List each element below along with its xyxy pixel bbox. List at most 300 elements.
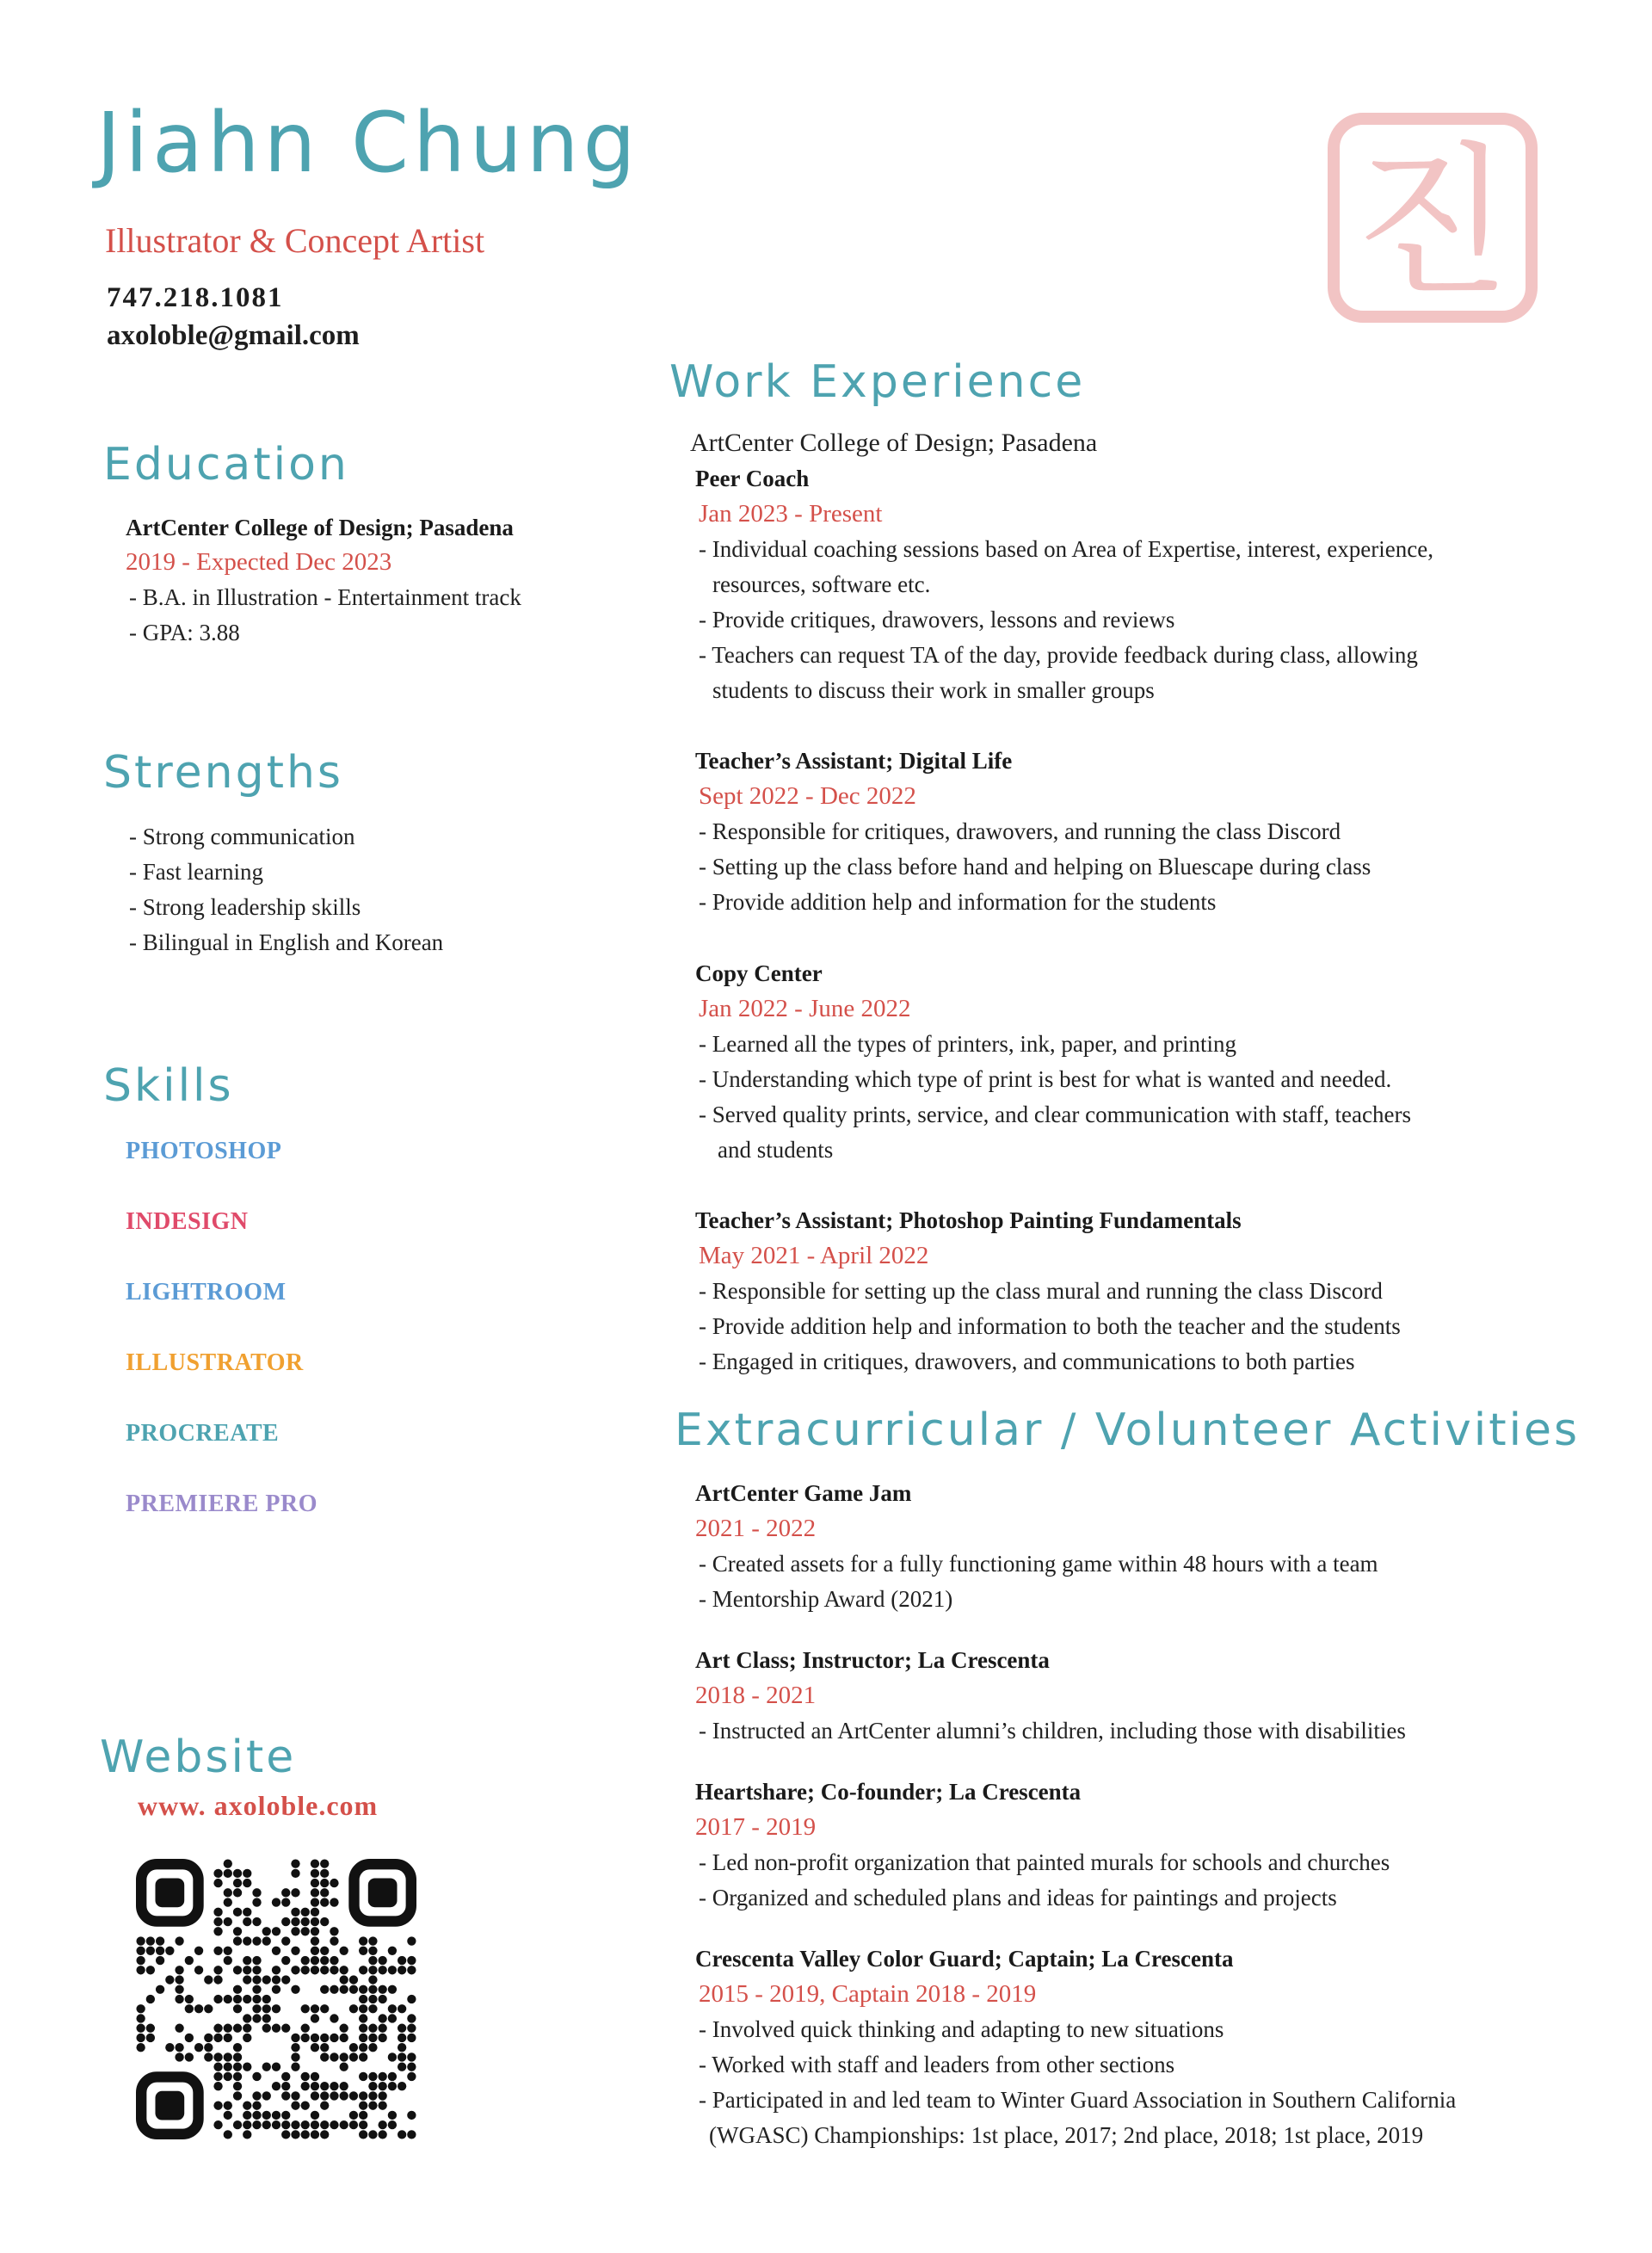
qr-module — [233, 2024, 242, 2033]
skill-photoshop: PHOTOSHOP — [126, 1138, 282, 1164]
qr-module — [407, 2052, 416, 2061]
qr-module — [368, 2004, 377, 2013]
qr-module — [243, 1908, 251, 1917]
qr-module — [388, 1985, 397, 1994]
qr-module — [252, 2101, 261, 2109]
qr-module — [243, 2063, 251, 2071]
qr-module — [320, 1879, 329, 1887]
qr-module — [262, 2004, 271, 2013]
qr-module — [281, 1888, 290, 1897]
qr-module — [291, 1966, 299, 1974]
qr-module — [165, 1947, 174, 1955]
qr-module — [136, 2043, 145, 2052]
qr-module — [224, 2024, 232, 2033]
qr-module — [301, 2082, 310, 2090]
qr-module — [213, 2063, 222, 2071]
qr-module — [281, 1898, 290, 1906]
qr-module — [204, 2052, 213, 2061]
qr-module — [359, 2004, 367, 2013]
qr-module — [398, 1956, 406, 1965]
qr-module — [320, 1956, 329, 1965]
qr-module — [252, 1936, 261, 1945]
work-experience-heading: Work Experience — [669, 356, 1086, 408]
qr-module — [311, 1917, 319, 1926]
qr-module — [224, 1956, 232, 1965]
qr-module — [243, 1917, 251, 1926]
qr-module — [311, 2034, 319, 2042]
qr-module — [243, 1975, 251, 1984]
activity-line: - Worked with staff and leaders from other sections — [699, 2052, 1175, 2077]
qr-module — [368, 1966, 377, 1974]
qr-module — [262, 2063, 271, 2071]
qr-module — [272, 1985, 280, 1994]
qr-module — [281, 1917, 290, 1926]
name-heading: Jiahn Chung — [96, 95, 640, 191]
qr-module — [388, 1966, 397, 1974]
qr-module — [175, 2052, 183, 2061]
qr-module — [311, 1879, 319, 1887]
qr-module — [175, 1985, 183, 1994]
qr-module — [146, 2024, 155, 2033]
qr-module — [252, 2091, 261, 2100]
qr-module — [349, 2091, 358, 2100]
qr-module — [156, 1936, 164, 1945]
qr-module — [224, 2130, 232, 2139]
qr-module — [398, 2034, 406, 2042]
qr-module — [378, 2082, 386, 2090]
qr-module — [233, 2091, 242, 2100]
qr-module — [175, 1995, 183, 2003]
qr-module — [359, 1947, 367, 1955]
qr-module — [136, 1956, 145, 1965]
qr-module — [330, 2120, 338, 2129]
job-line: and students — [718, 1137, 834, 1163]
qr-module — [407, 1995, 416, 2003]
qr-module — [340, 2120, 348, 2129]
qr-module — [407, 2024, 416, 2033]
qr-module — [243, 2101, 251, 2109]
qr-module — [368, 2082, 377, 2090]
job-line: - Provide critiques, drawovers, lessons and reviews — [699, 607, 1175, 633]
qr-module — [243, 2111, 251, 2120]
qr-module — [378, 2120, 386, 2129]
qr-module — [233, 1879, 242, 1887]
qr-module — [272, 2024, 280, 2033]
qr-module — [252, 1975, 261, 1984]
strength-item: - Fast learning — [129, 859, 263, 885]
qr-module — [146, 1995, 155, 2003]
qr-module — [233, 1869, 242, 1878]
qr-module — [165, 1975, 174, 1984]
qr-module — [311, 1947, 319, 1955]
qr-module — [320, 1917, 329, 1926]
strengths-heading: Strengths — [103, 747, 344, 799]
education-item: - GPA: 3.88 — [129, 620, 240, 645]
qr-module — [233, 2043, 242, 2052]
qr-module — [204, 1975, 213, 1984]
qr-module — [330, 1966, 338, 1974]
qr-module — [388, 2111, 397, 2120]
qr-module — [291, 2052, 299, 2061]
activity-title-heartshare: Heartshare; Co-founder; La Crescenta — [695, 1779, 1082, 1805]
qr-module — [252, 2072, 261, 2081]
qr-module — [378, 1956, 386, 1965]
qr-module — [378, 2024, 386, 2033]
qr-module — [378, 2101, 386, 2109]
qr-module — [320, 2004, 329, 2013]
qr-module — [407, 2072, 416, 2081]
qr-module — [330, 1956, 338, 1965]
qr-module — [136, 2004, 145, 2013]
qr-module — [243, 1936, 251, 1945]
qr-module — [311, 1859, 319, 1867]
qr-module — [368, 1995, 377, 2003]
qr-module — [388, 1947, 397, 1955]
qr-module — [320, 2101, 329, 2109]
qr-module — [359, 2043, 367, 2052]
qr-module — [359, 2130, 367, 2139]
qr-module — [281, 1956, 290, 1965]
qr-module — [311, 1927, 319, 1935]
qr-module — [330, 1936, 338, 1945]
qr-module — [320, 2091, 329, 2100]
qr-module — [262, 2024, 271, 2033]
qr-module — [378, 2072, 386, 2081]
qr-module — [252, 1898, 261, 1906]
activity-line: - Led non-profit organization that painted murals for schools and churches — [699, 1849, 1390, 1875]
job-dates: Sept 2022 - Dec 2022 — [699, 782, 916, 810]
qr-module — [213, 2072, 222, 2081]
qr-module — [281, 1936, 290, 1945]
qr-module — [398, 2004, 406, 2013]
qr-module — [243, 1956, 251, 1965]
qr-module — [136, 2014, 145, 2022]
qr-module — [311, 2014, 319, 2022]
qr-module — [340, 1947, 348, 1955]
qr-module — [233, 1927, 242, 1935]
qr-module — [301, 1908, 310, 1917]
qr-module — [194, 1966, 203, 1974]
qr-module — [252, 1995, 261, 2003]
qr-module — [243, 1966, 251, 1974]
qr-module — [311, 1888, 319, 1897]
qr-module — [340, 1966, 348, 1974]
qr-module — [243, 1869, 251, 1878]
qr-module — [311, 2091, 319, 2100]
qr-module — [281, 2111, 290, 2120]
qr-module — [330, 1985, 338, 1994]
qr-module — [224, 1995, 232, 2003]
qr-module — [272, 2111, 280, 2120]
qr-module — [194, 2004, 203, 2013]
qr-module — [378, 1995, 386, 2003]
strength-item: - Strong communication — [129, 824, 355, 849]
qr-module — [359, 2111, 367, 2120]
qr-module — [224, 1888, 232, 1897]
qr-module — [320, 2120, 329, 2129]
activity-line: - Created assets for a fully functioning game within 48 hours with a team — [699, 1551, 1378, 1577]
qr-module — [368, 2024, 377, 2033]
qr-module — [359, 2072, 367, 2081]
qr-module — [146, 1966, 155, 1974]
job-line: - Setting up the class before hand and helping on Bluescape during class — [699, 854, 1372, 880]
job-title-peer-coach: Peer Coach — [695, 466, 810, 491]
job-line: - Served quality prints, service, and clear communication with staff, teachers — [699, 1102, 1411, 1127]
qr-module — [301, 2120, 310, 2129]
qr-module — [281, 2091, 290, 2100]
activity-line: - Participated in and led team to Winter Guard Association in Southern California — [699, 2087, 1457, 2113]
qr-module — [368, 1975, 377, 1984]
qr-module — [213, 1908, 222, 1917]
qr-module — [349, 2111, 358, 2120]
qr-module — [311, 1956, 319, 1965]
education-school: ArtCenter College of Design; Pasadena — [126, 515, 514, 540]
qr-module — [281, 1975, 290, 1984]
qr-module — [340, 2034, 348, 2042]
qr-module — [272, 1975, 280, 1984]
qr-module — [224, 1898, 232, 1906]
qr-module — [175, 2024, 183, 2033]
qr-module — [136, 2024, 145, 2033]
qr-module — [291, 2101, 299, 2109]
qr-module — [368, 1985, 377, 1994]
qr-module — [301, 2004, 310, 2013]
qr-module — [272, 1898, 280, 1906]
qr-module — [349, 2052, 358, 2061]
qr-module — [330, 2014, 338, 2022]
qr-module — [213, 1917, 222, 1926]
qr-module — [320, 1985, 329, 1994]
qr-module — [146, 1947, 155, 1955]
qr-module — [291, 2034, 299, 2042]
qr-module — [252, 1888, 261, 1897]
qr-module — [359, 1936, 367, 1945]
qr-module — [330, 1927, 338, 1935]
qr-module — [213, 1966, 222, 1974]
qr-module — [136, 2034, 145, 2042]
qr-module — [291, 2091, 299, 2100]
qr-module — [175, 1966, 183, 1974]
qr-module — [301, 2130, 310, 2139]
qr-module — [349, 1975, 358, 1984]
qr-module — [311, 1908, 319, 1917]
qr-module — [398, 2052, 406, 2061]
qr-module — [311, 2111, 319, 2120]
qr-module — [320, 2082, 329, 2090]
qr-module — [185, 2052, 194, 2061]
job-dates: Jan 2022 - June 2022 — [699, 995, 911, 1022]
qr-module — [243, 1879, 251, 1887]
qr-module — [272, 1927, 280, 1935]
activity-line: - Instructed an ArtCenter alumni’s children, including those with disabilities — [699, 1718, 1406, 1744]
qr-module — [213, 2034, 222, 2042]
job-line: - Learned all the types of printers, ink, paper, and printing — [699, 1031, 1236, 1057]
qr-module — [213, 2101, 222, 2109]
qr-module — [185, 2034, 194, 2042]
website-qr-code[interactable] — [136, 1859, 416, 2139]
qr-module — [368, 1947, 377, 1955]
qr-module — [349, 2004, 358, 2013]
qr-module — [243, 2024, 251, 2033]
job-line: students to discuss their work in smaller groups — [712, 677, 1155, 703]
qr-module — [213, 1927, 222, 1935]
qr-module — [388, 2072, 397, 2081]
qr-module — [407, 1956, 416, 1965]
qr-module — [146, 2034, 155, 2042]
qr-module — [224, 2072, 232, 2081]
qr-module — [320, 2052, 329, 2061]
qr-module — [330, 2091, 338, 2100]
qr-module — [301, 2072, 310, 2081]
qr-module — [252, 1985, 261, 1994]
qr-module — [311, 1869, 319, 1878]
qr-module — [272, 2082, 280, 2090]
qr-module — [349, 2120, 358, 2129]
qr-module — [224, 2101, 232, 2109]
qr-module — [146, 1936, 155, 1945]
qr-module — [368, 2043, 377, 2052]
qr-module — [320, 1966, 329, 1974]
qr-module — [213, 1975, 222, 1984]
activity-title-game-jam: ArtCenter Game Jam — [695, 1480, 912, 1506]
qr-module — [233, 2052, 242, 2061]
qr-module — [233, 2063, 242, 2071]
job-line: - Teachers can request TA of the day, provide feedback during class, allowing — [699, 642, 1418, 668]
qr-module — [378, 2130, 386, 2139]
qr-module — [204, 2004, 213, 2013]
qr-module — [213, 2120, 222, 2129]
skill-illustrator: ILLUSTRATOR — [126, 1349, 304, 1376]
qr-module — [340, 1985, 348, 1994]
qr-module — [291, 1985, 299, 1994]
qr-module — [340, 2063, 348, 2071]
qr-module — [368, 1936, 377, 1945]
qr-module — [233, 1966, 242, 1974]
qr-module — [281, 2024, 290, 2033]
qr-module — [262, 1995, 271, 2003]
qr-module — [281, 2120, 290, 2129]
qr-module — [185, 1995, 194, 2003]
education-heading: Education — [103, 439, 349, 491]
qr-module — [301, 1966, 310, 1974]
qr-module — [262, 1927, 271, 1935]
activity-line: (WGASC) Championships: 1st place, 2017; 2nd place, 2018; 1st place, 2019 — [709, 2122, 1424, 2148]
qr-module — [252, 1956, 261, 1965]
qr-module — [388, 2014, 397, 2022]
name-seal-stamp — [1325, 110, 1540, 325]
qr-module — [388, 2052, 397, 2061]
qr-module — [359, 2024, 367, 2033]
qr-module — [175, 1936, 183, 1945]
qr-module — [340, 2091, 348, 2100]
qr-module — [281, 2072, 290, 2081]
qr-module — [378, 1966, 386, 1974]
qr-module — [368, 1956, 377, 1965]
qr-module — [156, 1947, 164, 1955]
activity-title-color-guard: Crescenta Valley Color Guard; Captain; La Crescenta — [695, 1946, 1234, 1972]
job-line: - Responsible for setting up the class mural and running the class Discord — [699, 1278, 1383, 1304]
qr-module — [378, 2034, 386, 2042]
qr-module — [252, 2120, 261, 2129]
qr-module — [398, 2130, 406, 2139]
job-line: - Understanding which type of print is best for what is wanted and needed. — [699, 1066, 1392, 1092]
qr-module — [340, 1975, 348, 1984]
qr-module — [407, 2130, 416, 2139]
qr-module — [213, 1869, 222, 1878]
qr-module — [330, 2082, 338, 2090]
qr-module — [136, 1966, 145, 1974]
qr-module — [194, 2043, 203, 2052]
qr-module — [233, 1888, 242, 1897]
qr-module — [311, 2082, 319, 2090]
qr-module — [233, 2082, 242, 2090]
qr-module — [262, 1975, 271, 1984]
qr-module — [407, 1966, 416, 1974]
skills-heading: Skills — [103, 1060, 234, 1112]
qr-module — [233, 1908, 242, 1917]
qr-module — [330, 1898, 338, 1906]
qr-module — [311, 1936, 319, 1945]
website-link[interactable]: www. axoloble.com — [138, 1790, 379, 1821]
job-line: - Provide addition help and information to both the teacher and the students — [699, 1313, 1401, 1339]
qr-module — [224, 2063, 232, 2071]
qr-module — [175, 2043, 183, 2052]
qr-module — [291, 1927, 299, 1935]
qr-module — [398, 2063, 406, 2071]
qr-module — [175, 1975, 183, 1984]
qr-module — [398, 2043, 406, 2052]
qr-module — [262, 1936, 271, 1945]
qr-module — [301, 2034, 310, 2042]
qr-module — [330, 2052, 338, 2061]
qr-module — [185, 1956, 194, 1965]
strength-item: - Strong leadership skills — [129, 894, 361, 920]
qr-module — [224, 2052, 232, 2061]
job-line: - Engaged in critiques, drawovers, and communications to both parties — [699, 1349, 1355, 1374]
qr-module — [262, 2091, 271, 2100]
qr-module — [243, 2120, 251, 2129]
phone-number: 747.218.1081 — [107, 282, 284, 313]
qr-module — [378, 2091, 386, 2100]
qr-module — [213, 1995, 222, 2003]
qr-module — [320, 2043, 329, 2052]
qr-module — [262, 2014, 271, 2022]
qr-module — [156, 1956, 164, 1965]
qr-module — [213, 2082, 222, 2090]
qr-module — [311, 2120, 319, 2129]
qr-module — [398, 2024, 406, 2033]
activity-line: - Mentorship Award (2021) — [699, 1586, 953, 1612]
qr-module — [320, 2130, 329, 2139]
qr-module — [204, 2034, 213, 2042]
qr-module — [165, 2043, 174, 2052]
qr-module — [252, 2014, 261, 2022]
job-line: - Provide addition help and information for the students — [699, 889, 1217, 915]
qr-module — [233, 2120, 242, 2129]
qr-module — [407, 2034, 416, 2042]
activities-heading: Extracurricular / Volunteer Activities — [675, 1404, 1581, 1456]
qr-module — [233, 2004, 242, 2013]
qr-module — [359, 2120, 367, 2129]
qr-module — [330, 2034, 338, 2042]
qr-module — [281, 2130, 290, 2139]
qr-module — [272, 2063, 280, 2071]
qr-module — [224, 2034, 232, 2042]
qr-module — [407, 2111, 416, 2120]
qr-module — [378, 2014, 386, 2022]
qr-module — [340, 2082, 348, 2090]
qr-module — [388, 2120, 397, 2129]
